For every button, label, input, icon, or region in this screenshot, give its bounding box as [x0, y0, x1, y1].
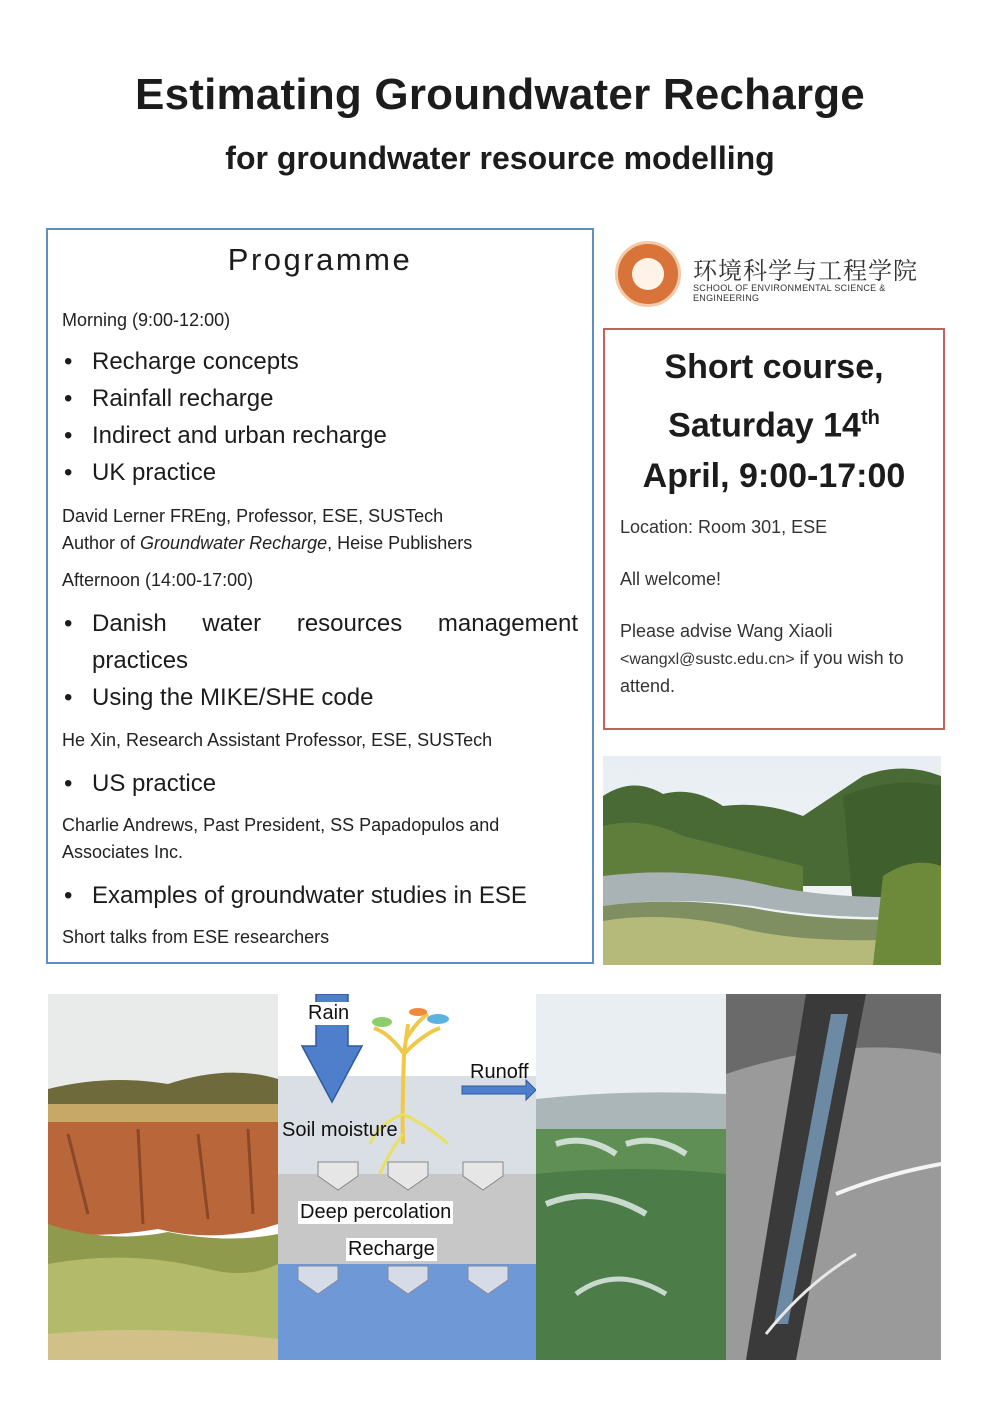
- school-logo: [615, 238, 945, 308]
- leaking-pipe-photo: [726, 994, 941, 1360]
- list-item: • UK practice: [62, 454, 578, 491]
- soil-moisture-label: Soil moisture: [282, 1119, 398, 1141]
- university-seal-icon: [615, 241, 681, 307]
- list-item: • Indirect and urban recharge: [62, 417, 578, 454]
- list-item: • Using the MIKE/SHE code: [62, 679, 578, 716]
- programme-box: [46, 228, 594, 964]
- speaker-charlie-andrews: Charlie Andrews, Past President, SS Papadopulos and Associates Inc.: [62, 815, 500, 862]
- course-date-title: Short course, Saturday 14th April, 9:00-17:00: [642, 348, 906, 496]
- programme-heading: Programme: [227, 242, 413, 277]
- speaker-he-xin: He Xin, Research Assistant Professor, ESE, SUSTech: [62, 730, 493, 750]
- list-item: • Recharge concepts: [62, 343, 578, 380]
- contact-email: <wangxl@sustc.edu.cn>: [620, 651, 795, 668]
- recharge-label: Recharge: [348, 1238, 435, 1260]
- ese-topic-list: [62, 877, 578, 914]
- speaker-david-lerner: David Lerner FREng, Professor, ESE, SUSTech Author of Groundwater Recharge, Heise Publishers: [62, 506, 473, 553]
- course-info-box: [603, 328, 945, 730]
- speaker-ese-researchers: Short talks from ESE researchers: [62, 927, 330, 947]
- location-text: Location: Room 301, ESE: [620, 517, 828, 537]
- morning-label: Morning (9:00-12:00): [62, 310, 231, 330]
- welcome-text: All welcome!: [620, 569, 722, 589]
- eroded-bank-photo: [48, 994, 278, 1360]
- school-name-english: SCHOOL OF ENVIRONMENTAL SCIENCE & ENGINEERING: [693, 283, 886, 303]
- morning-topic-list: [62, 343, 578, 491]
- rain-label: Rain: [308, 1002, 350, 1024]
- deep-percolation-label: Deep percolation: [300, 1201, 452, 1223]
- river-photo: [603, 756, 941, 965]
- list-item: • Danish water resources management practices: [62, 605, 578, 679]
- poster-subtitle: for groundwater resource modelling: [225, 140, 775, 176]
- recharge-diagram: [278, 994, 536, 1360]
- us-topic-list: [62, 765, 578, 802]
- registration-text: Please advise Wang Xiaoli <wangxl@sustc.edu.cn> if you wish to attend.: [620, 621, 904, 696]
- school-name-chinese: 环境科学与工程学院: [693, 258, 918, 285]
- list-item: • US practice: [62, 765, 578, 802]
- runoff-label: Runoff: [470, 1061, 529, 1083]
- list-item: • Examples of groundwater studies in ESE: [62, 877, 578, 914]
- irrigation-photo: [536, 994, 726, 1360]
- afternoon-topic-list: [62, 605, 578, 716]
- poster-title: Estimating Groundwater Recharge: [135, 70, 865, 119]
- afternoon-label: Afternoon (14:00-17:00): [62, 570, 254, 590]
- list-item: • Rainfall recharge: [62, 380, 578, 417]
